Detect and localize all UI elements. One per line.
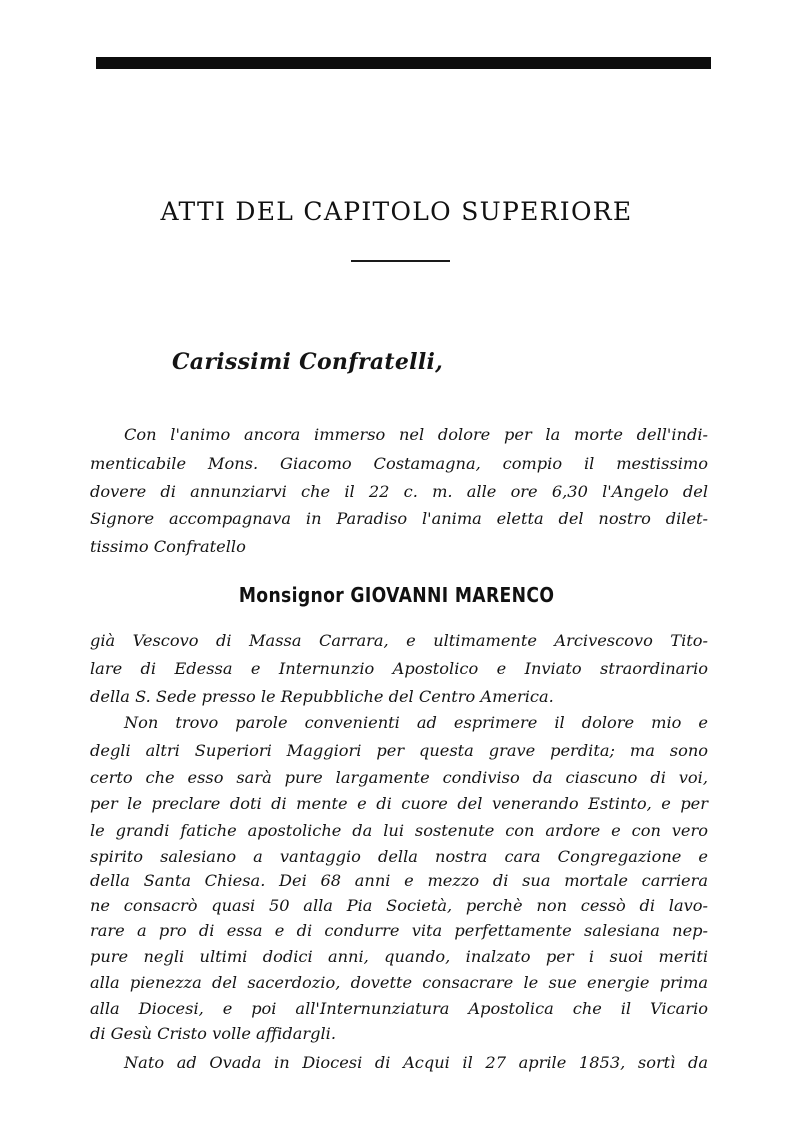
text-line: Con l'animo ancora immerso nel dolore per la morte dell'indi- bbox=[124, 425, 708, 444]
text-line: le grandi fatiche apostoliche da lui sostenute con ardore e con vero bbox=[90, 821, 708, 840]
text-line: rare a pro di essa e di condurre vita perfettamente salesiana nep- bbox=[90, 921, 708, 940]
text-line: degli altri Superiori Maggiori per questa grave perdita; ma sono bbox=[90, 741, 708, 760]
text-line: di Gesù Cristo volle affidargli. bbox=[90, 1024, 336, 1043]
text-line: della Santa Chiesa. Dei 68 anni e mezzo di sua mortale carriera bbox=[90, 871, 708, 890]
text-line: Nato ad Ovada in Diocesi di Acqui il 27 aprile 1853, sortì da bbox=[124, 1053, 708, 1072]
text-line: certo che esso sarà pure largamente condiviso da ciascuno di voi, bbox=[90, 768, 708, 787]
text-line: ne consacrò quasi 50 alla Pia Società, perchè non cessò di lavo- bbox=[90, 896, 708, 915]
text-line: Signore accompagnava in Paradiso l'anima eletta del nostro dilet- bbox=[90, 509, 708, 528]
text-line: alla pienezza del sacerdozio, dovette consacrare le sue energie prima bbox=[90, 973, 708, 992]
top-rule bbox=[96, 57, 711, 69]
text-line: pure negli ultimi dodici anni, quando, inalzato per i suoi meriti bbox=[90, 947, 708, 966]
page-title: ATTI DEL CAPITOLO SUPERIORE bbox=[160, 197, 633, 226]
text-line: dovere di annunziarvi che il 22 c. m. alle ore 6,30 l'Angelo del bbox=[90, 482, 708, 501]
name-heading: Monsignor GIOVANNI MARENCO bbox=[238, 583, 555, 607]
text-line: della S. Sede presso le Repubbliche del Centro America. bbox=[90, 687, 554, 706]
salutation: Carissimi Confratelli, bbox=[172, 349, 444, 375]
text-line: lare di Edessa e Internunzio Apostolico e Inviato straordinario bbox=[90, 659, 708, 678]
title-underline bbox=[351, 260, 450, 262]
text-line: tissimo Confratello bbox=[90, 537, 246, 556]
text-line: per le preclare doti di mente e di cuore del venerando Estinto, e per bbox=[90, 794, 708, 813]
text-line: Non trovo parole convenienti ad esprimere il dolore mio e bbox=[124, 713, 708, 732]
text-line: spirito salesiano a vantaggio della nostra cara Congregazione e bbox=[90, 847, 708, 866]
text-line: già Vescovo di Massa Carrara, e ultimamente Arcivescovo Tito- bbox=[90, 631, 708, 650]
text-line: menticabile Mons. Giacomo Costamagna, compio il mestissimo bbox=[90, 454, 708, 473]
text-line: alla Diocesi, e poi all'Internunziatura Apostolica che il Vicario bbox=[90, 999, 708, 1018]
